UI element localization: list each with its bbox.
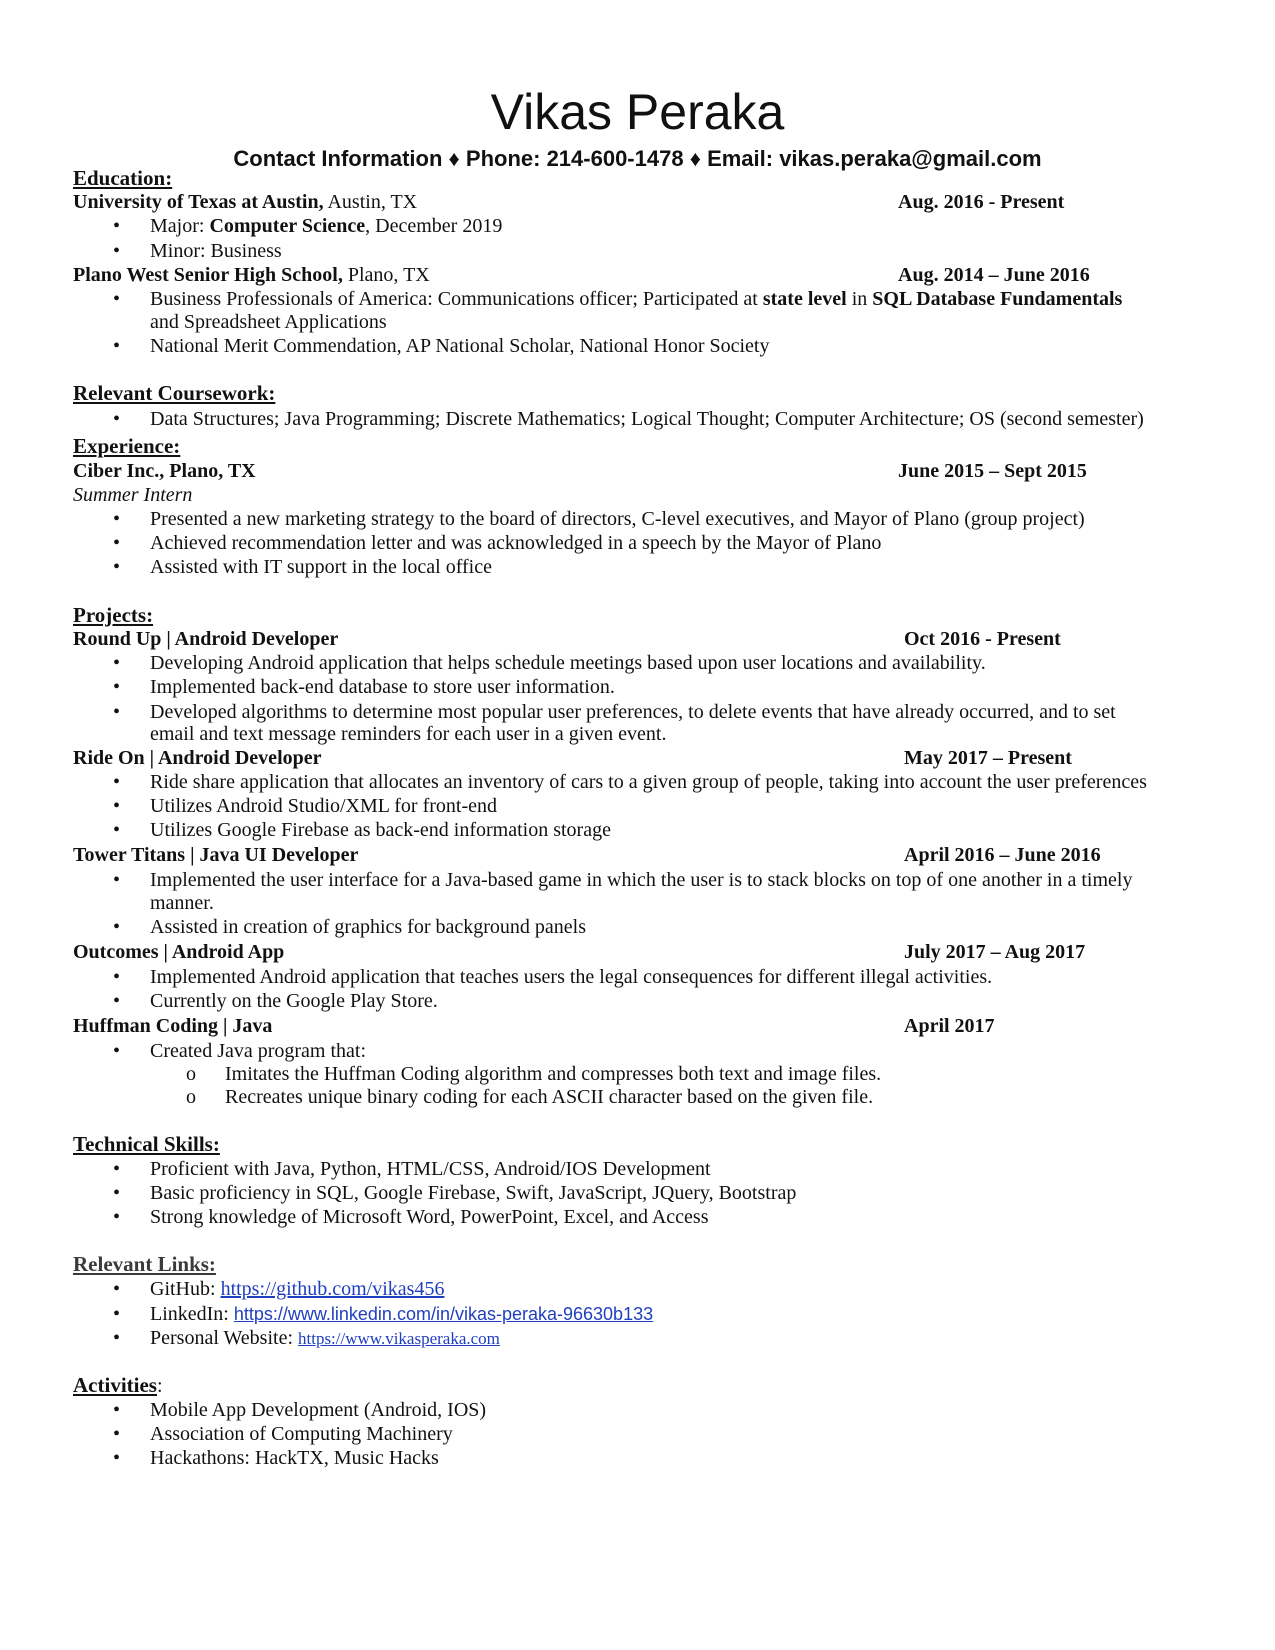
bullet-icon: • bbox=[113, 966, 121, 988]
edu-ut-major bbox=[150, 214, 502, 238]
skill-item: Basic proficiency in SQL, Google Firebase, Swift, JavaScript, JQuery, Bootstrap bbox=[150, 1182, 797, 1204]
bullet-icon: • bbox=[113, 819, 121, 841]
bullet-icon: • bbox=[113, 288, 121, 310]
project-item: Utilizes Google Firebase as back-end information storage bbox=[150, 819, 611, 841]
bullet-icon: • bbox=[113, 508, 121, 530]
exp-item: Presented a new marketing strategy to the board of directors, C-level executives, and Mayor of Plano (group project) bbox=[150, 508, 1085, 530]
project-rideon-date: May 2017 – Present bbox=[904, 747, 1072, 769]
skill-item: Proficient with Java, Python, HTML/CSS, Android/IOS Development bbox=[150, 1158, 711, 1180]
email: Email: vikas.peraka@gmail.com bbox=[707, 146, 1042, 171]
project-item: Currently on the Google Play Store. bbox=[150, 990, 438, 1012]
bullet-icon: • bbox=[113, 532, 121, 554]
project-huffman-date: April 2017 bbox=[904, 1015, 995, 1037]
section-heading-education: Education: bbox=[73, 166, 173, 190]
project-roundup-title: Round Up | Android Developer bbox=[73, 628, 339, 650]
bullet-icon: • bbox=[113, 1327, 121, 1349]
project-item: Implemented Android application that teaches users the legal consequences for different illegal activities. bbox=[150, 966, 993, 988]
bullet-icon: • bbox=[113, 1423, 121, 1445]
bullet-icon: • bbox=[113, 335, 121, 357]
edu-plano-bpa bbox=[150, 287, 1122, 311]
activities-title: Activities bbox=[73, 1373, 157, 1397]
exp-item: Achieved recommendation letter and was acknowledged in a speech by the Mayor of Plano bbox=[150, 532, 882, 554]
bullet-icon: • bbox=[113, 771, 121, 793]
project-subitem: Imitates the Huffman Coding algorithm and compresses both text and image files. bbox=[225, 1063, 882, 1085]
website-link[interactable]: https://www.vikasperaka.com bbox=[298, 1329, 500, 1348]
project-rideon-title: Ride On | Android Developer bbox=[73, 747, 322, 769]
edu-plano-school: Plano West Senior High School, bbox=[73, 264, 343, 286]
exp-date: June 2015 – Sept 2015 bbox=[898, 460, 1087, 482]
bullet-icon: • bbox=[113, 215, 121, 237]
edu-ut-date: Aug. 2016 - Present bbox=[898, 191, 1065, 213]
bullet-icon: • bbox=[113, 916, 121, 938]
bullet-icon: • bbox=[113, 1303, 121, 1325]
exp-company: Ciber Inc., Plano, TX bbox=[73, 460, 256, 482]
project-item-cont: manner. bbox=[150, 892, 214, 914]
edu-ut-school: University of Texas at Austin, bbox=[73, 191, 324, 213]
link-github-line bbox=[150, 1277, 444, 1301]
phone: Phone: 214-600-1478 bbox=[465, 146, 684, 171]
section-heading-skills: Technical Skills: bbox=[73, 1132, 220, 1156]
bullet-icon: • bbox=[113, 652, 121, 674]
bullet-icon: • bbox=[113, 1040, 121, 1062]
edu-plano-location: Plano, TX bbox=[342, 264, 430, 286]
activity-item: Association of Computing Machinery bbox=[150, 1423, 453, 1445]
project-item: Developing Android application that helps schedule meetings based upon user locations and availability. bbox=[150, 652, 986, 674]
bullet-icon: • bbox=[113, 1182, 121, 1204]
exp-item: Assisted with IT support in the local office bbox=[150, 556, 492, 578]
bullet-icon: • bbox=[113, 1158, 121, 1180]
project-roundup-date: Oct 2016 - Present bbox=[904, 628, 1061, 650]
project-item-cont: email and text message reminders for each user in a given event. bbox=[150, 723, 667, 745]
sub-bullet-icon: o bbox=[186, 1063, 196, 1085]
section-heading-projects: Projects: bbox=[73, 603, 154, 627]
bpa-text: in bbox=[846, 288, 873, 310]
sub-bullet-icon: o bbox=[186, 1086, 196, 1108]
linkedin-link[interactable]: https://www.linkedin.com/in/vikas-peraka-96630b133 bbox=[233, 1304, 654, 1324]
major-value: Computer Science bbox=[209, 215, 366, 237]
edu-plano-bpa-cont: and Spreadsheet Applications bbox=[150, 311, 387, 333]
edu-plano-date: Aug. 2014 – June 2016 bbox=[898, 264, 1090, 286]
edu-plano-honors: National Merit Commendation, AP National Scholar, National Honor Society bbox=[150, 335, 770, 357]
link-website-line bbox=[150, 1326, 500, 1351]
bpa-sql-fundamentals: SQL Database Fundamentals bbox=[872, 288, 1123, 310]
separator-diamond-icon: ♦ bbox=[448, 146, 460, 171]
edu-ut-line bbox=[73, 190, 417, 214]
exp-role: Summer Intern bbox=[73, 484, 193, 506]
bullet-icon: • bbox=[113, 1206, 121, 1228]
bullet-icon: • bbox=[113, 795, 121, 817]
project-tower-date: April 2016 – June 2016 bbox=[904, 844, 1101, 866]
project-item: Implemented the user interface for a Java-based game in which the user is to stack blocks on top of one another in a timely bbox=[150, 869, 1133, 891]
bullet-icon: • bbox=[113, 869, 121, 891]
bpa-text: Business Professionals of America: Communications officer; Participated at bbox=[150, 288, 763, 310]
project-item: Created Java program that: bbox=[150, 1040, 367, 1062]
activities-colon: : bbox=[156, 1375, 163, 1397]
section-heading-activities bbox=[73, 1373, 163, 1398]
resume-name: Vikas Peraka bbox=[490, 84, 785, 140]
activity-item: Mobile App Development (Android, IOS) bbox=[150, 1399, 487, 1421]
project-item: Utilizes Android Studio/XML for front-end bbox=[150, 795, 497, 817]
project-subitem: Recreates unique binary coding for each ASCII character based on the given file. bbox=[225, 1086, 874, 1108]
bpa-state-level: state level bbox=[762, 288, 847, 310]
bullet-icon: • bbox=[113, 701, 121, 723]
section-heading-experience: Experience: bbox=[73, 434, 181, 458]
project-item: Developed algorithms to determine most popular user preferences, to delete events that have already occurred, and to set bbox=[150, 701, 1116, 723]
edu-ut-minor: Minor: Business bbox=[150, 240, 282, 262]
separator-diamond-icon: ♦ bbox=[689, 146, 701, 171]
bullet-icon: • bbox=[113, 1399, 121, 1421]
edu-plano-line bbox=[73, 263, 430, 287]
project-item: Implemented back-end database to store user information. bbox=[150, 676, 615, 698]
activity-item: Hackathons: HackTX, Music Hacks bbox=[150, 1447, 439, 1469]
github-label: GitHub: bbox=[150, 1278, 221, 1300]
project-huffman-title: Huffman Coding | Java bbox=[73, 1015, 273, 1037]
linkedin-label: LinkedIn: bbox=[150, 1303, 234, 1325]
bullet-icon: • bbox=[113, 240, 121, 262]
section-heading-coursework: Relevant Coursework: bbox=[73, 381, 276, 405]
bullet-icon: • bbox=[113, 1447, 121, 1469]
bullet-icon: • bbox=[113, 990, 121, 1012]
section-heading-links: Relevant Links: bbox=[73, 1252, 216, 1276]
major-label: Major: bbox=[150, 215, 210, 237]
project-item: Ride share application that allocates an inventory of cars to a given group of people, taking into account the user preferences bbox=[150, 771, 1147, 793]
major-rest: , December 2019 bbox=[365, 215, 503, 237]
coursework-item: Data Structures; Java Programming; Discrete Mathematics; Logical Thought; Computer Architecture; OS (second semester) bbox=[150, 408, 1144, 430]
skill-item: Strong knowledge of Microsoft Word, PowerPoint, Excel, and Access bbox=[150, 1206, 709, 1228]
contact-label: Contact Information bbox=[233, 146, 443, 171]
bullet-icon: • bbox=[113, 676, 121, 698]
bullet-icon: • bbox=[113, 556, 121, 578]
contact-line bbox=[0, 144, 1275, 174]
project-outcomes-date: July 2017 – Aug 2017 bbox=[904, 941, 1086, 963]
bullet-icon: • bbox=[113, 1278, 121, 1300]
edu-ut-location: Austin, TX bbox=[323, 191, 418, 213]
website-label: Personal Website: bbox=[150, 1327, 298, 1349]
link-linkedin-line bbox=[150, 1302, 653, 1326]
project-tower-title: Tower Titans | Java UI Developer bbox=[73, 844, 359, 866]
bullet-icon: • bbox=[113, 408, 121, 430]
github-link[interactable]: https://github.com/vikas456 bbox=[220, 1278, 445, 1300]
project-item: Assisted in creation of graphics for background panels bbox=[150, 916, 586, 938]
project-outcomes-title: Outcomes | Android App bbox=[73, 941, 285, 963]
